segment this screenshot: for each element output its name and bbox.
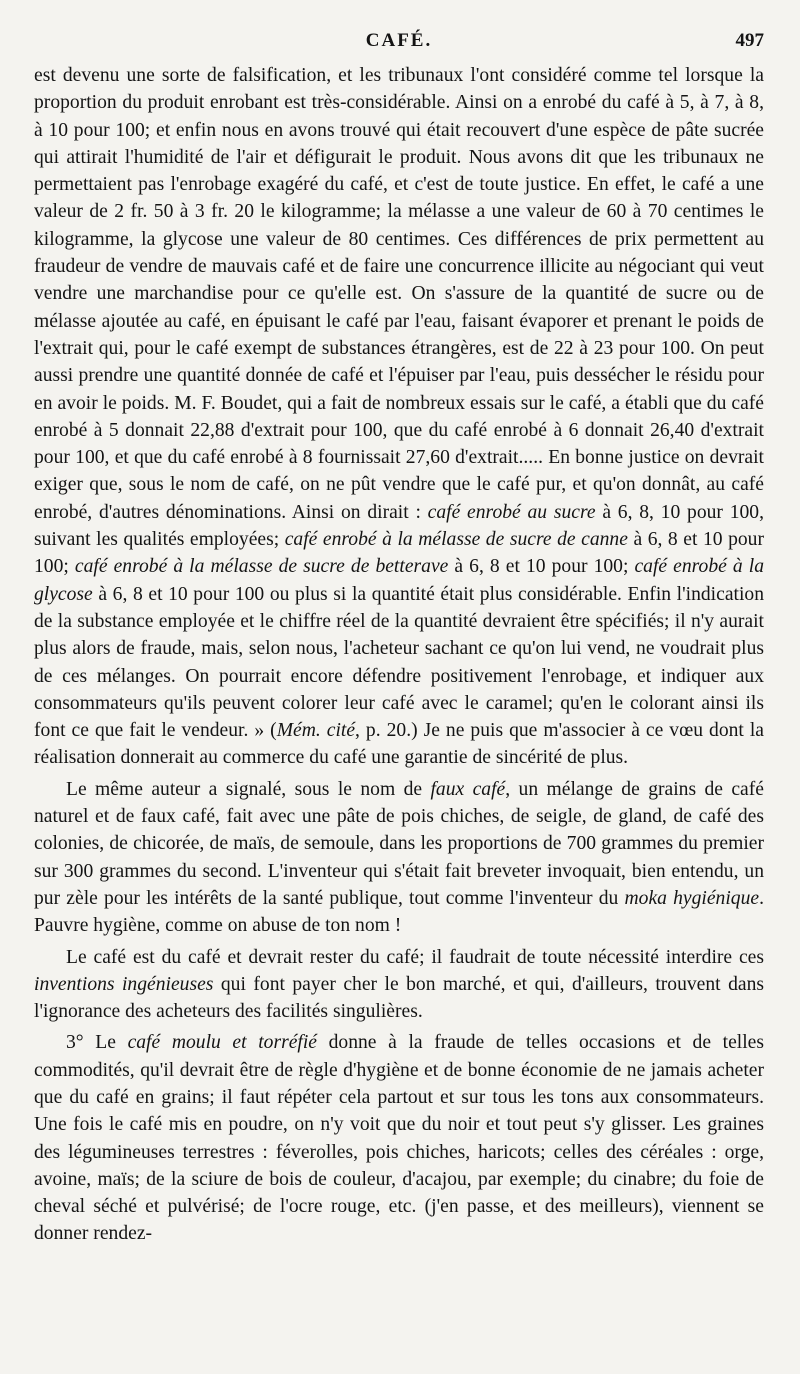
italic-text: inventions ingénieuses (34, 973, 214, 995)
italic-text: café enrobé au sucre (427, 501, 596, 523)
text-run: Le café est du café et devrait rester du café; il faudrait de toute nécessité interdire ces (66, 946, 764, 968)
text-run: à 6, 8 et 10 pour 100; (34, 529, 765, 578)
text-run: à 6, 8 et 10 pour 100; (448, 556, 635, 578)
italic-text: moka hygiénique (624, 887, 760, 909)
text-run: est devenu une sorte de falsification, et les tribunaux l'ont considéré comme tel lorsque la proportion du produit enrobant est très-considérable. Ainsi on a enrobé du café à 5, à 7, à 8, à 10 pour 100; et enfin nous en avons trouvé qui était recouvert d'une espèce de pâte sucrée qui attirait l'humidité de l'air et défigurait le produit. Nous avons dit que les tribunaux ne permettaient pas l'enrobage exagéré du café, et c'est de toute justice. En effet, le café a une valeur de 2 fr. 50 à 3 fr. 20 le kilogramme; la mélasse a une valeur de 60 à 70 centimes le kilogramme, la glycose une valeur de 80 centimes. Ces différences de prix permettent au fraudeur de vendre de mauvais café et de faire une concurrence illicite au négociant qui veut vendre une marchandise pour ce qu'elle est. On s'assure de la quantité de sucre ou de mélasse ajoutée au café, en épuisant le café par l'eau, faisant évaporer et prenant le poids de l'extrait qui, pour le café exempt de substances étrangères, est de 22 à 23 pour 100. On peut aussi prendre une quantité donnée de café et l'épuiser par l'eau, puis dessécher le résidu pour en avoir le poids. M. F. Boudet, qui a fait de nombreux essais sur le café, a établi que du café enrobé à 5 donnait 22,88 d'extrait pour 100, que du café enrobé à 6 donnait 26,40 d'extrait pour 100, et que du café enrobé à 8 fournissait 27,60 d'extrait..... En bonne justice on devrait exiger que, sous le nom de café, on ne pût vendre que le café pur, et qu'on donnât, au café enrobé, d'autres dénominations. Ainsi on dirait : (34, 65, 764, 523)
paragraph (34, 1029, 764, 1247)
text-run: à 6, 8, 10 pour 100, suivant les qualités employées; (34, 501, 764, 551)
running-head: CAFÉ. (365, 30, 433, 51)
text-run: 3° Le (66, 1032, 128, 1054)
text-run: , un mélange de grains de café naturel et de faux café, fait avec une pâte de pois chiches, de seigle, de gland, de café des colonies, de chicorée, de maïs, de semoule, dans les proportions de 700 grammes du premier sur 300 grammes du second. L'inventeur qui s'était fait breveter invoquait, bien entendu, un pur zèle pour les intérêts de la santé publique, tout comme l'inventeur du (34, 778, 764, 909)
italic-text: faux café (430, 778, 506, 800)
page-header (34, 28, 764, 62)
paragraph (34, 776, 764, 940)
italic-text: café moulu et torréfié (127, 1032, 317, 1054)
text-run: donne à la fraude de telles occasions et de telles commodités, qu'il devrait être de règle d'hygiène et de bonne économie de ne jamais acheter que du café en grains; il faut répéter cela partout et sur tous les tons aux consommateurs. Une fois le café mis en poudre, on n'y voit que du noir et tout peut s'y glisser. Les graines des légumineuses terrestres : féverolles, pois chiches, haricots; celles des céréales : orge, avoine, maïs; de la sciure de bois de couleur, d'acajou, par exemple; du cinabre; du foie de cheval séché et pulvérisé; de l'ocre rouge, etc. (j'en passe, et des meilleurs), viennent se donner rendez- (34, 1032, 764, 1245)
paragraph (34, 944, 764, 1026)
text-run: qui font payer cher le bon marché, et qui, d'ailleurs, trouvent dans l'ignorance des acheteurs des facilités singulières. (34, 973, 764, 1023)
text-run: . Pauvre hygiène, comme on abuse de ton nom ! (34, 887, 764, 937)
italic-text: café enrobé à la glycose (34, 556, 764, 605)
text-run: à 6, 8 et 10 pour 100 ou plus si la quantité était plus considérable. Enfin l'indication de la substance employée et le chiffre réel de la quantité devraient être spécifiés; il n'y aurait plus alors de fraude, mais, selon nous, l'acheteur sachant ce qu'on lui vend, ne voudrait plus de ces mélanges. On pourrait encore défendre positivement l'enrobage, et indiquer aux consommateurs qu'ils peuvent colorer leur café avec le caramel; qu'en le colorant ainsi ils font ce que fait le vendeur. » ( (34, 583, 764, 742)
body-text (34, 62, 764, 1248)
italic-text: Mém. cité (276, 720, 356, 742)
page-number: 497 (735, 30, 764, 51)
italic-text: café enrobé à la mélasse de sucre de canne (284, 529, 628, 551)
italic-text: café enrobé à la mélasse de sucre de betterave (74, 556, 449, 578)
text-run: , p. 20.) Je ne puis que m'associer à ce vœu dont la réalisation donnerait au commerce du café une garantie de sincérité de plus. (34, 720, 764, 769)
text-run: Le même auteur a signalé, sous le nom de (66, 778, 431, 800)
paragraph (34, 62, 764, 772)
